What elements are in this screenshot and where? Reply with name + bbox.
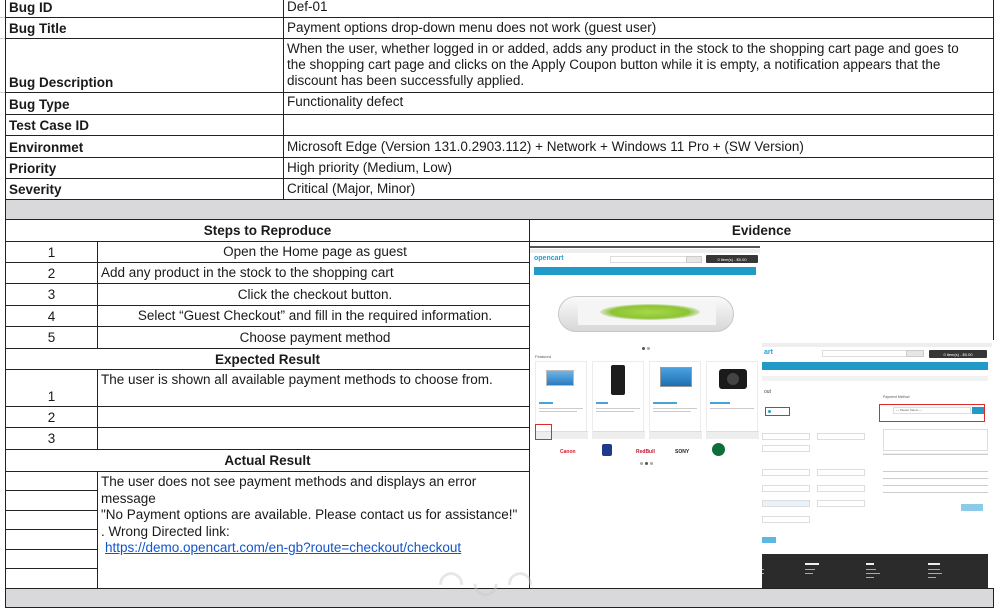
watermark-logo: ◠ ◡ ◠ [438,566,534,599]
actual-header: Actual Result [5,449,530,472]
carousel-dot [645,462,648,465]
search-icon [906,350,924,357]
form-input [762,433,810,440]
product-name [710,402,730,404]
actual-line-2: "No Payment options are available. Please contact us for assistance!" [101,507,518,522]
step-text: Click the checkout button. [97,283,530,306]
product-desc [653,411,691,412]
evidence-screenshot-home [530,246,760,476]
actual-line-1: The user does not see payment methods and displays an error message [101,474,477,506]
form-input [762,445,810,452]
summary-line [883,471,988,472]
label-priority: Priority [5,157,284,179]
carousel-dot [650,462,653,465]
comments-textarea [883,429,988,451]
expected-text [97,427,530,450]
order-summary [883,453,988,498]
footer-title [805,563,819,565]
carousel-dot [642,347,645,350]
payment-method-label: Payment Method [883,395,910,399]
value-severity: Critical (Major, Minor) [283,178,994,200]
product-desc [539,408,583,409]
label-severity: Severity [5,178,284,200]
product-desc [539,411,577,412]
browser-top-bar [530,246,760,248]
search-input [610,256,688,263]
email-input [762,500,810,507]
nav-menu [534,267,756,275]
label-bug-id: Bug ID [5,0,284,18]
step-number: 2 [5,262,98,284]
actual-number-cell [5,549,98,569]
product-buttons [593,431,645,439]
form-input [817,469,865,476]
form-input [817,485,865,492]
product-card [592,361,644,439]
search-icon [686,256,702,263]
product-card [649,361,701,439]
form-input [762,485,810,492]
iphone-image [611,365,625,395]
expected-text [97,406,530,428]
actual-number-cell [5,529,98,550]
summary-line [883,485,988,486]
label-bug-title: Bug Title [5,17,284,39]
footer-link [928,577,936,578]
step-text: Open the Home page as guest [97,241,530,263]
zone-select [762,516,810,523]
label-environment: Environmet [5,135,284,158]
brand-nfl-logo [602,444,612,456]
country-select [817,500,865,507]
payment-choose-button [972,407,984,414]
step-text: Add any product in the stock to the shopping cart [97,262,530,284]
product-desc [596,411,634,412]
brand-canon: Canon [560,449,576,455]
monitor-image [660,367,692,387]
summary-line [883,492,988,493]
actual-number-cell [5,490,98,511]
footer-link [866,573,880,574]
value-test-case-id [283,114,994,136]
value-bug-title: Payment options drop-down menu does not work (guest user) [283,17,994,39]
opencart-logo: art [764,349,773,356]
footer-title [866,563,874,565]
expected-text: The user is shown all available payment methods to choose from. [97,369,530,407]
evidence-screenshot-checkout [762,340,994,589]
featured-label: Featured [535,354,552,359]
brand-sony: SONY [675,449,690,455]
highlight-add-to-cart [535,424,552,440]
checkout-title: out [764,389,771,395]
product-desc [653,408,697,409]
footer-link [928,569,940,570]
footer-link [866,569,876,570]
expected-number: 1 [5,369,98,407]
radio-guest [768,410,771,413]
carousel-dot [640,462,643,465]
cart-button: 0 item(s) - $0.00 [929,350,987,358]
steps-header: Steps to Reproduce [5,219,530,242]
footer-title [928,563,940,565]
actual-line-3: . Wrong Directed link: [101,523,230,539]
expected-number: 2 [5,406,98,428]
product-desc [596,408,640,409]
value-priority: High priority (Medium, Low) [283,157,994,179]
laptop-image [546,370,574,386]
label-bug-description: Bug Description [5,38,284,93]
step-number: 4 [5,305,98,327]
summary-line [883,454,988,455]
footer-link [762,573,764,574]
label-test-case-id: Test Case ID [5,114,284,136]
footer-link [805,573,813,574]
brand-starbucks-logo [712,443,725,456]
carousel-dot [647,347,650,350]
product-card [706,361,758,439]
search-input [822,350,910,357]
opencart-logo: opencart [534,255,564,262]
breadcrumb [762,376,988,381]
expected-number: 3 [5,427,98,450]
value-bug-description: When the user, whether logged in or added, adds any product in the stock to the shopping cart page and goes to the shopping cart page and clicks on the Apply Coupon button while it is empty, a notification appears that the discount has been successfully applied. [283,38,994,93]
form-input [762,469,810,476]
actual-number-cell [5,510,98,530]
checkout-link[interactable]: https://demo.opencart.com/en-gb?route=checkout/checkout [105,540,462,555]
product-buttons [707,431,759,439]
evidence-header: Evidence [529,219,994,242]
footer-link [866,577,874,578]
cart-button: 0 item(s) - $0.00 [706,255,758,263]
confirm-order-button [961,504,983,511]
product-desc [710,408,754,409]
step-number: 1 [5,241,98,263]
expected-header: Expected Result [5,348,530,370]
continue-button [762,537,776,543]
value-environment: Microsoft Edge (Version 131.0.2903.112) + Network + Windows 11 Pro + (SW Version) [283,135,994,158]
actual-number-cell [5,471,98,491]
actual-number-cell [5,568,98,589]
top-links-bar [530,249,760,253]
section-divider [5,199,994,220]
site-footer [762,554,988,589]
footer-link [928,573,942,574]
product-buttons [650,431,702,439]
label-bug-type: Bug Type [5,92,284,115]
camera-lens [727,373,739,385]
nav-menu [762,362,988,370]
product-name [653,402,677,404]
step-number: 5 [5,326,98,349]
step-text: Select “Guest Checkout” and fill in the required information. [97,305,530,327]
value-bug-type: Functionality defect [283,92,994,115]
form-input [817,433,865,440]
product-name [539,402,553,404]
brand-redbull: RedBull [636,449,655,455]
top-links-bar [762,343,992,347]
hero-leaf [600,304,700,320]
product-name [596,402,608,404]
payment-method-select: --- Please Select --- [893,407,971,414]
step-number: 3 [5,283,98,306]
footer-link [805,569,815,570]
step-text: Choose payment method [97,326,530,349]
footer-link [762,569,764,570]
summary-line [883,478,988,479]
value-bug-id: Def-01 [283,0,994,18]
